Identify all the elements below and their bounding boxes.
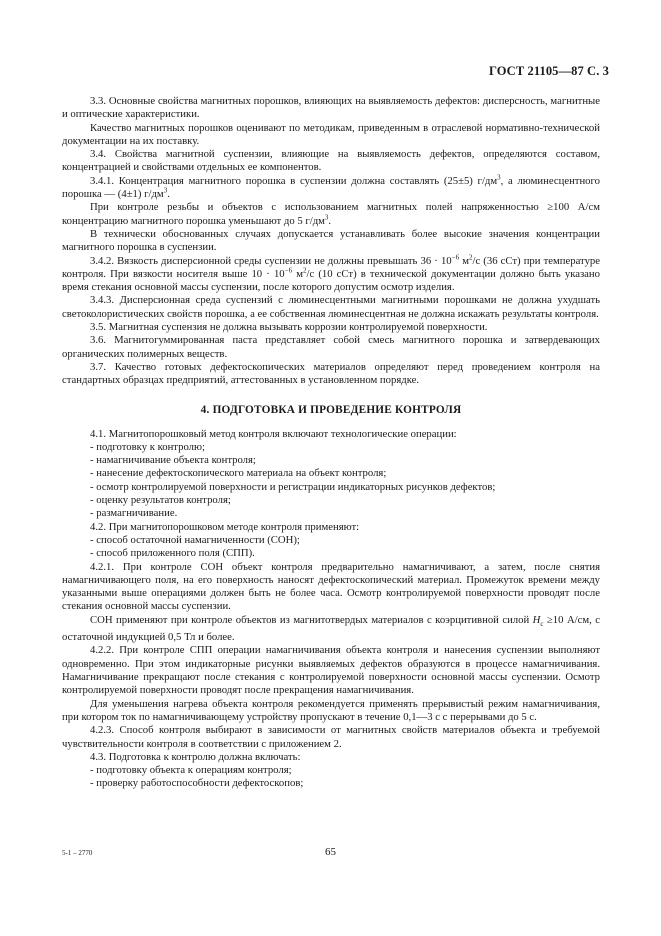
list-item: - способ остаточной намагниченности (СОН); (90, 533, 300, 546)
paragraph-heating: Для уменьшения нагрева объекта контроля рекомендуется применять прерывистый режим намагничивания, при котором ток по намагничивающему устройству пропускают в течение 0,1—3 с с перерывами до 5 с. (62, 697, 600, 723)
paragraph-3-4: 3.4. Свойства магнитной суспензии, влияющие на выявляемость дефектов, определяются составом, концентрацией и свойствами отдельных ее компонентов. (62, 148, 600, 174)
document-body (62, 95, 600, 791)
paragraph-3-5: 3.5. Магнитная суспензия не должна вызывать коррозии контролируемой поверхности. (90, 321, 488, 334)
paragraph-3-3: 3.3. Основные свойства магнитных порошков, влияющих на выявляемость дефектов: дисперсность, магнитные и оптические характеристики. (62, 95, 600, 121)
list-item: - подготовку объекта к операциям контроля; (90, 764, 292, 777)
list-item: - подготовку к контролю; (90, 440, 205, 453)
paragraph-4-3: 4.3. Подготовка к контролю должна включать: (90, 750, 301, 763)
paragraph-4-1: 4.1. Магнитопорошковый метод контроля включают технологические операции: (90, 427, 457, 440)
paragraph-3-3-quality: Качество магнитных порошков оценивают по методикам, приведенным в отраслевой нормативно-технической документации на их поставку. (62, 121, 600, 147)
print-code: 5-1 – 2770 (62, 849, 93, 857)
list-item: - размагничивание. (90, 507, 178, 520)
paragraph-3-4-1: 3.4.1. Концентрация магнитного порошка в суспензии должна составлять (25±5) $г/дм^3$, а люминесцентного порошка — (4±1) $г/дм^3$. (62, 173, 600, 201)
paragraph-4-2-3: 4.2.3. Способ контроля выбирают в зависимости от магнитных свойств материалов объекта и требуемой чувствительности контроля в соответствии с приложением 2. (62, 724, 600, 750)
paragraph-4-2: 4.2. При магнитопорошковом методе контроля применяют: (90, 520, 360, 533)
paragraph-3-6: 3.6. Магнитогуммированная паста представляет собой смесь магнитного порошка и затвердевающих органических полимерных веществ. (62, 334, 600, 360)
list-item: - нанесение дефектоскопического материала на объект контроля; (90, 467, 387, 480)
paragraph-3-4-1-exception: В технически обоснованных случаях допускается устанавливать более высокие значения концентрации магнитного порошка в суспензии. (62, 227, 600, 254)
paragraph-4-2-1: 4.2.1. При контроле СОН объект контроля предварительно намагничивают, а затем, после снятия намагничивающего поля, на его поверхность наносят дефектоскопический материал. Промежуток времени между указанными выше операциями должен быть не более часа. Осмотр контролируемой поверхности проводят после стекания основной массы суспензии. (62, 560, 600, 613)
list-item: - осмотр контролируемой поверхности и регистрации индикаторных рисунков дефектов; (90, 480, 496, 493)
list-item: - проверку работоспособности дефектоскопов; (90, 777, 304, 790)
list-item: - оценку результатов контроля; (90, 494, 231, 507)
paragraph-3-4-3: 3.4.3. Дисперсионная среда суспензий с люминесцентными магнитными порошками не должна ухудшать светоколористических свойств порошка, а ее собственная люминесцентная не должна искажать результаты контроля. (62, 294, 600, 320)
paragraph-3-4-1-thread: При контроле резьбы и объектов с использованием магнитных полей напряженностью ≥100 А/см концентрацию магнитного порошка уменьшают до 5 $г/дм^3$. (62, 201, 600, 227)
list-item: - способ приложенного поля (СПП). (90, 547, 255, 560)
paragraph-4-2-2: 4.2.2. При контроле СПП операции намагничивания объекта контроля и нанесения суспензии выполняют одновременно. При этом индикаторные рисунки выявляемых дефектов образуются в процессе намагничивания. Намагничивание прекращают после стекания с контролируемой поверхности основной массы суспензии. Осмотр контролируемой поверхности проводят после прекращения намагничивания. (62, 644, 600, 697)
paragraph-son-application: СОН применяют при контроле объектов из магнитотвердых материалов с коэрцитивной силой $H_c \ge 10$ А/см, с остаточной индукцией 0,5 Тл и более. (62, 613, 601, 644)
paragraph-3-7: 3.7. Качество готовых дефектоскопических материалов определяют перед проведением контроля на стандартных образцах предприятий, аттестованных в установленном порядке. (62, 360, 600, 387)
list-item: - намагничивание объекта контроля; (90, 454, 256, 467)
paragraph-3-4-2: 3.4.2. Вязкость дисперсионной среды суспензии не должны превышать $36 \cdot 10^{-6}$ $м^2/с$ (36 сСт) при температуре контроля. При вязкости носителя выше $10 \cdot 10^{-6}$ $м^2/с$ (10 сСт) в технической документации должно быть указано время стекания основной массы суспензии, после которого допустим осмотр изделия. (62, 253, 600, 294)
document-header: ГОСТ 21105—87 С. 3 (488, 64, 609, 78)
page-number: 65 (325, 846, 336, 858)
section-4-title: 4. ПОДГОТОВКА И ПРОВЕДЕНИЕ КОНТРОЛЯ (200, 403, 462, 416)
